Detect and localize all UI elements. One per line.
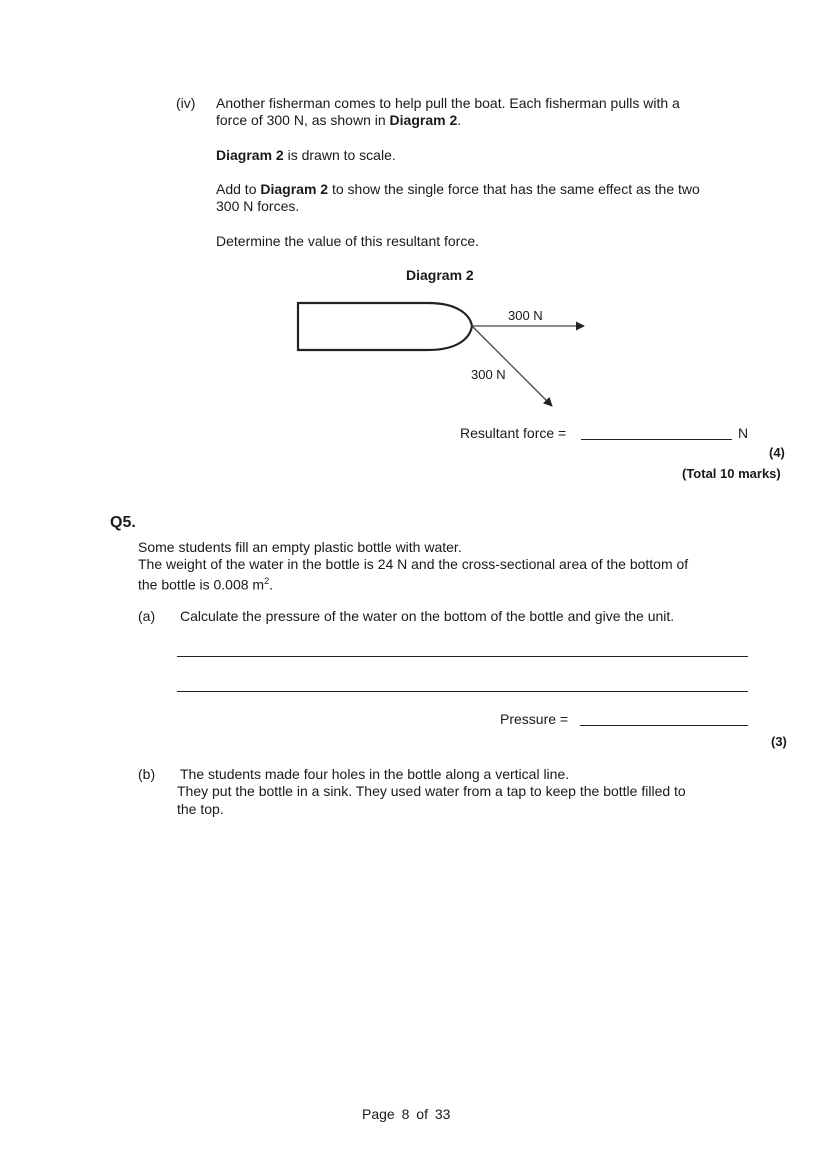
q5-heading: Q5.: [110, 514, 136, 531]
resultant-force-label: Resultant force =: [460, 425, 567, 441]
q5-intro-line1: Some students fill an empty plastic bottle with water.: [138, 539, 462, 555]
area-text: the bottle is 0.008 m: [138, 576, 265, 593]
page-footer: [362, 1105, 450, 1123]
of-label: of: [416, 1106, 428, 1122]
marks-a: (3): [771, 734, 787, 749]
diagram-ref: Diagram 2: [389, 112, 458, 128]
page-number: 8: [401, 1106, 410, 1122]
total-marks: (Total 10 marks): [682, 466, 781, 481]
add-instruction-line2: 300 N forces.: [216, 198, 300, 214]
page-label: Page: [362, 1106, 395, 1122]
scale-note: [216, 146, 396, 164]
marks-iv: (4): [769, 445, 785, 460]
q5-intro-line2: The weight of the water in the bottle is 24 N and the cross-sectional area of the bottom of: [138, 556, 689, 572]
force-label-diagonal: 300 N: [471, 367, 506, 382]
part-a-text: Calculate the pressure of the water on the bottom of the bottle and give the unit.: [180, 608, 675, 624]
add-text: Add to: [216, 181, 261, 197]
part-iv-line1: Another fisherman comes to help pull the boat. Each fisherman pulls with a: [216, 95, 680, 111]
part-iv-line2: [216, 111, 461, 129]
area-superscript: 2: [264, 576, 270, 586]
pressure-answer-line[interactable]: [580, 725, 748, 726]
pressure-label: Pressure =: [500, 711, 569, 727]
working-line-1[interactable]: [177, 656, 748, 657]
part-a-label: (a): [138, 608, 156, 624]
page-total: 33: [434, 1106, 451, 1122]
scale-note-text: is drawn to scale.: [283, 147, 396, 163]
q5-intro-line3: [138, 572, 273, 594]
period: .: [269, 576, 273, 593]
resultant-answer-line[interactable]: [581, 439, 732, 440]
period: .: [457, 112, 462, 128]
part-b-line1: The students made four holes in the bottle along a vertical line.: [180, 766, 570, 782]
working-line-2[interactable]: [177, 691, 748, 692]
part-iv-line2-text: force of 300 N, as shown in: [216, 112, 390, 128]
add-instruction-line1: [216, 180, 700, 198]
part-iv-label: (iv): [176, 95, 196, 111]
diagram-ref: Diagram 2: [260, 181, 329, 197]
resultant-unit: N: [738, 425, 749, 441]
boat-outline: [298, 303, 472, 350]
part-b-line3: the top.: [177, 801, 224, 817]
diagram-2: [290, 298, 600, 418]
add-text-rest: to show the single force that has the same effect as the two: [328, 181, 700, 197]
force-label-horizontal: 300 N: [508, 308, 543, 323]
diagram-title: Diagram 2: [406, 267, 474, 283]
part-b-label: (b): [138, 766, 156, 782]
determine-instruction: Determine the value of this resultant force.: [216, 233, 480, 249]
diagram-ref: Diagram 2: [216, 147, 284, 163]
part-b-line2: They put the bottle in a sink. They used water from a tap to keep the bottle filled to: [177, 783, 686, 799]
